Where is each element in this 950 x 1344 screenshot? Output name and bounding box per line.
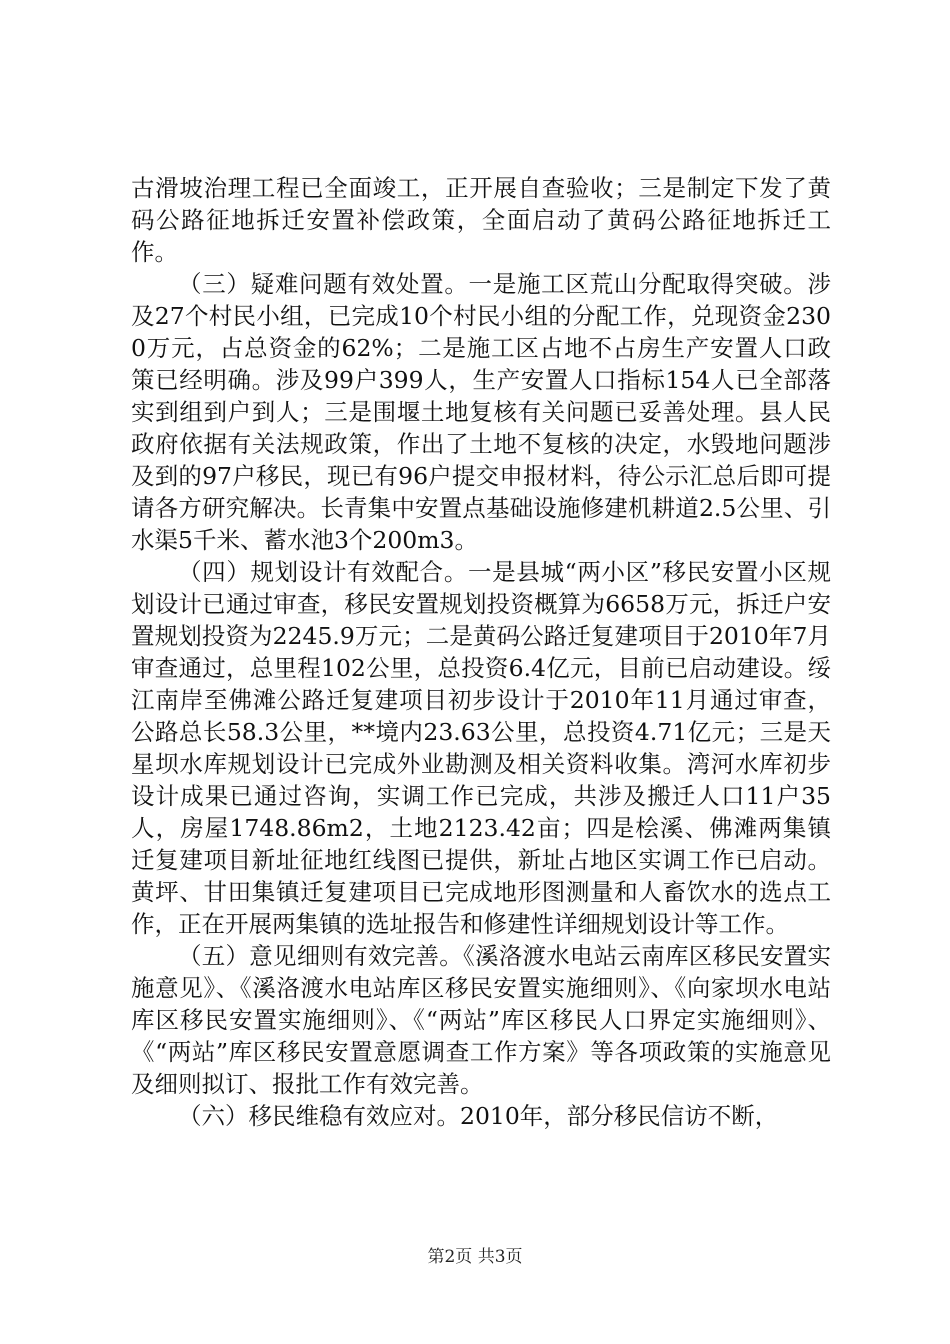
paragraph-section-3: （三）疑难问题有效处置。一是施工区荒山分配取得突破。涉及27个村民小组，已完成10个村民小组的分配工作，兑现资金2300万元，占总资金的62%；二是施工区占地不占房生产安置人口政策已经明确。涉及99户399人，生产安置人口指标154人已全部落实到组到户到人；三是围堰土地复核有关问题已妥善处理。县人民政府依据有关法规政策，作出了土地不复核的决定，水毁地问题涉及到的97户移民，现已有96户提交申报材料，待公示汇总后即可提请各方研究解决。长青集中安置点基础设施修建机耕道2.5公里、引水渠5千米、蓄水池3个200m3。 (131, 270, 831, 554)
page-number-label: 第2页 共3页 (427, 1247, 523, 1267)
paragraph-section-4: （四）规划设计有效配合。一是县城“两小区”移民安置小区规划设计已通过审查，移民安置规划投资概算为6658万元，拆迁户安置规划投资为2245.9万元；二是黄码公路迁复建项目于2010年7月审查通过，总里程102公里，总投资6.4亿元，目前已启动建设。绥江南岸至佛滩公路迁复建项目初步设计于2010年11月通过审查，公路总长58.3公里，**境内23.63公里，总投资4.71亿元；三是天星坝水库规划设计已完成外业勘测及相关资料收集。湾河水库初步设计成果已通过咨询，实调工作已完成，共涉及搬迁人口11户35人，房屋1748.86m2，土地2123.42亩；四是桧溪、佛滩两集镇迁复建项目新址征地红线图已提供，新址占地区实调工作已启动。黄坪、甘田集镇迁复建项目已完成地形图测量和人畜饮水的选点工作，正在开展两集镇的选址报告和修建性详细规划设计等工作。 (131, 558, 831, 938)
page-footer (0, 1246, 950, 1268)
paragraph-section-6: （六）移民维稳有效应对。2010年，部分移民信访不断， (178, 1102, 779, 1130)
paragraph-continuation: 古滑坡治理工程已全面竣工，正开展自查验收；三是制定下发了黄码公路征地拆迁安置补偿政策，全面启动了黄码公路征地拆迁工作。 (131, 174, 831, 266)
document-body (131, 172, 831, 1132)
paragraph-section-5: （五）意见细则有效完善。《溪洛渡水电站云南库区移民安置实施意见》、《溪洛渡水电站库区移民安置实施细则》、《向家坝水电站库区移民安置实施细则》、《“两站”库区移民人口界定实施细则》、《“两站”库区移民安置意愿调查工作方案》等各项政策的实施意见及细则拟订、报批工作有效完善。 (131, 942, 831, 1098)
